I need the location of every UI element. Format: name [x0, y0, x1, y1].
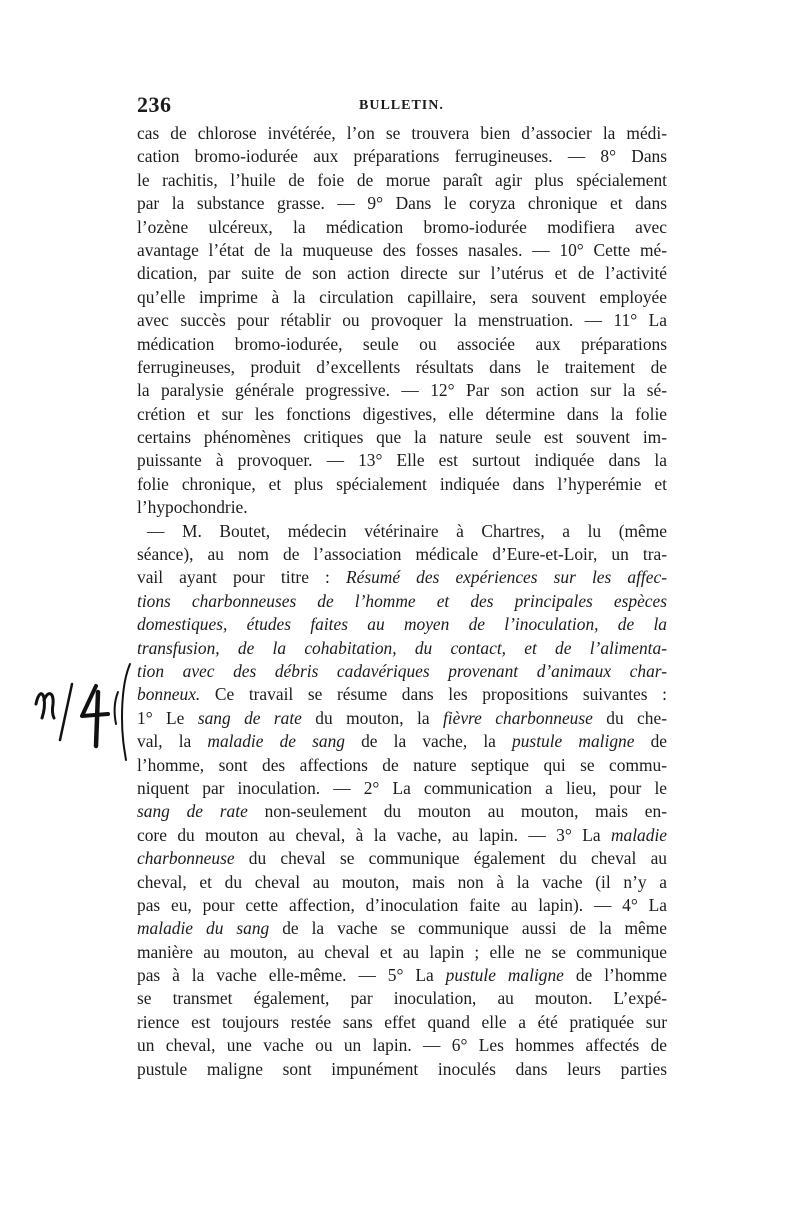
text-line [137, 824, 667, 847]
text-segment: séance), au nom de l’association médicale d’Eure-et-Loir, un tra- [137, 544, 667, 565]
text-line [137, 122, 667, 145]
text-line [137, 917, 667, 940]
text-line [137, 309, 667, 332]
text-segment: par la substance grasse. — 9° Dans le coryza chronique et dans [137, 193, 667, 214]
running-head: BULLETIN. [359, 98, 444, 113]
text-segment: cas de chlorose invétérée, l’on se trouvera bien d’associer la médi- [137, 123, 667, 143]
text-line [137, 520, 667, 543]
text-segment: manière au mouton, au cheval et au lapin ; elle ne se communique [137, 941, 667, 962]
italic-text: transfusion, de la cohabitation, du contact, et de l’alimenta- [137, 637, 667, 658]
text-segment: dication, par suite de son action directe sur l’utérus et de l’activité [137, 263, 667, 284]
page-header [137, 92, 667, 122]
text-line [137, 286, 667, 309]
text-segment: pas eu, pour cette affection, d’inoculation faite au lapin). — 4° La [137, 894, 667, 915]
italic-text: tion avec des débris cadavériques provenant d’animaux char- [137, 660, 667, 681]
text-segment: médication bromo-iodurée, seule ou associée aux préparations [137, 333, 667, 354]
text-segment: rience est toujours restée sans effet quand elle a été pratiquée sur [137, 1011, 667, 1032]
text-line [137, 239, 667, 262]
text-segment: qu’elle imprime à la circulation capillaire, sera souvent employée [137, 286, 667, 307]
text-segment: se transmet également, par inoculation, au mouton. L’expé- [137, 988, 667, 1009]
text-line [137, 192, 667, 215]
text-line [137, 777, 667, 800]
text-line [137, 660, 667, 683]
text-line [137, 426, 667, 449]
text-segment: niquent par inoculation. — 2° La communication a lieu, pour le [137, 777, 667, 798]
italic-text: sang de rate [137, 801, 248, 822]
text-line [137, 145, 667, 168]
text-segment: la paralysie générale progressive. — 12° Par son action sur la sé- [137, 380, 667, 401]
text-segment: de la vache, la [344, 731, 513, 752]
text-line [137, 496, 667, 519]
text-segment: vail ayant pour titre : [137, 567, 346, 588]
page-number: 236 [137, 92, 172, 117]
text-line [137, 613, 667, 636]
text-line [137, 543, 667, 566]
body-text [137, 122, 667, 1081]
text-segment: avec succès pour rétablir ou provoquer la menstruation. — 11° La [137, 310, 667, 331]
text-line [137, 333, 667, 356]
text-segment: puissante à provoquer. — 13° Elle est surtout indiquée dans la [137, 450, 667, 471]
text-line [137, 1034, 667, 1057]
italic-text: pustule maligne [512, 731, 635, 752]
text-line [137, 941, 667, 964]
text-segment: core du mouton au cheval, à la vache, au lapin. — 3° La [137, 824, 611, 845]
handwritten-annotation-icon [30, 648, 140, 768]
text-segment: folie chronique, et plus spécialement indiquée dans l’hyperémie et [137, 473, 667, 494]
text-segment: 1° Le [137, 707, 198, 728]
italic-text: sang de rate [197, 707, 302, 728]
text-segment: de [634, 731, 667, 752]
italic-text: maladie du sang [137, 918, 270, 939]
italic-text: pustule maligne [445, 965, 564, 986]
text-line [137, 216, 667, 239]
text-line [137, 449, 667, 472]
text-segment: l’hypochondrie. [137, 497, 248, 518]
text-segment: de la vache se communique aussi de la même [269, 918, 667, 939]
text-segment: certains phénomènes critiques que la nature seule est souvent im- [137, 427, 667, 448]
text-segment: l’homme, sont des affections de nature septique qui se commu- [137, 754, 667, 775]
text-line [137, 566, 667, 589]
text-segment: — M. Boutet, médecin vétérinaire à Chartres, a lu (même [147, 520, 667, 541]
text-segment: avantage l’état de la muqueuse des fosses nasales. — 10° Cette mé- [137, 239, 667, 260]
text-line [137, 683, 667, 706]
text-segment: non-seulement du mouton au mouton, mais en- [247, 801, 667, 822]
text-line [137, 847, 667, 870]
italic-text: Résumé des expériences sur les affec- [345, 567, 667, 588]
text-line [137, 730, 667, 753]
text-line [137, 1058, 667, 1081]
text-line [137, 403, 667, 426]
text-line [137, 637, 667, 660]
text-line [137, 800, 667, 823]
text-segment: val, la [137, 731, 208, 752]
text-segment: cation bromo-iodurée aux préparations ferrugineuses. — 8° Dans [137, 146, 667, 167]
text-segment: cheval, et du cheval au mouton, mais non à la vache (il n’y a [137, 871, 667, 892]
text-line [137, 169, 667, 192]
text-line [137, 1011, 667, 1034]
text-line [137, 590, 667, 613]
text-line [137, 964, 667, 987]
text-segment: ferrugineuses, produit d’excellents résultats dans le traitement de [137, 356, 667, 377]
italic-text: maladie [610, 824, 667, 845]
text-segment: du cheval se communique également du cheval au [234, 848, 667, 869]
text-segment: du che- [592, 707, 667, 728]
italic-text: maladie de sang [207, 731, 345, 752]
text-line [137, 262, 667, 285]
italic-text: bonneux. [137, 684, 201, 705]
text-line [137, 707, 667, 730]
text-line [137, 379, 667, 402]
text-segment: l’ozène ulcéreux, la médication bromo-iodurée modifiera avec [137, 216, 667, 237]
italic-text: fièvre charbonneuse [442, 707, 593, 728]
text-segment: un cheval, une vache ou un lapin. — 6° Les hommes affectés de [137, 1035, 667, 1056]
text-line [137, 473, 667, 496]
text-line [137, 871, 667, 894]
text-line [137, 754, 667, 777]
text-segment: Ce travail se résume dans les propositions suivantes : [200, 684, 667, 705]
text-line [137, 894, 667, 917]
italic-text: tions charbonneuses de l’homme et des principales espèces [137, 590, 667, 611]
text-segment: du mouton, la [301, 707, 443, 728]
italic-text: domestiques, études faites au moyen de l’inoculation, de la [137, 614, 667, 635]
italic-text: charbonneuse [137, 848, 235, 869]
text-segment: pas à la vache elle-même. — 5° La [137, 965, 446, 986]
text-segment: de l’homme [563, 965, 667, 986]
text-segment: le rachitis, l’huile de foie de morue paraît agir plus spécialement [137, 169, 667, 190]
text-segment: pustule maligne sont impunément inoculés dans leurs parties [137, 1058, 667, 1079]
text-segment: crétion et sur les fonctions digestives, elle détermine dans la folie [137, 403, 667, 424]
text-line [137, 356, 667, 379]
text-line [137, 987, 667, 1010]
